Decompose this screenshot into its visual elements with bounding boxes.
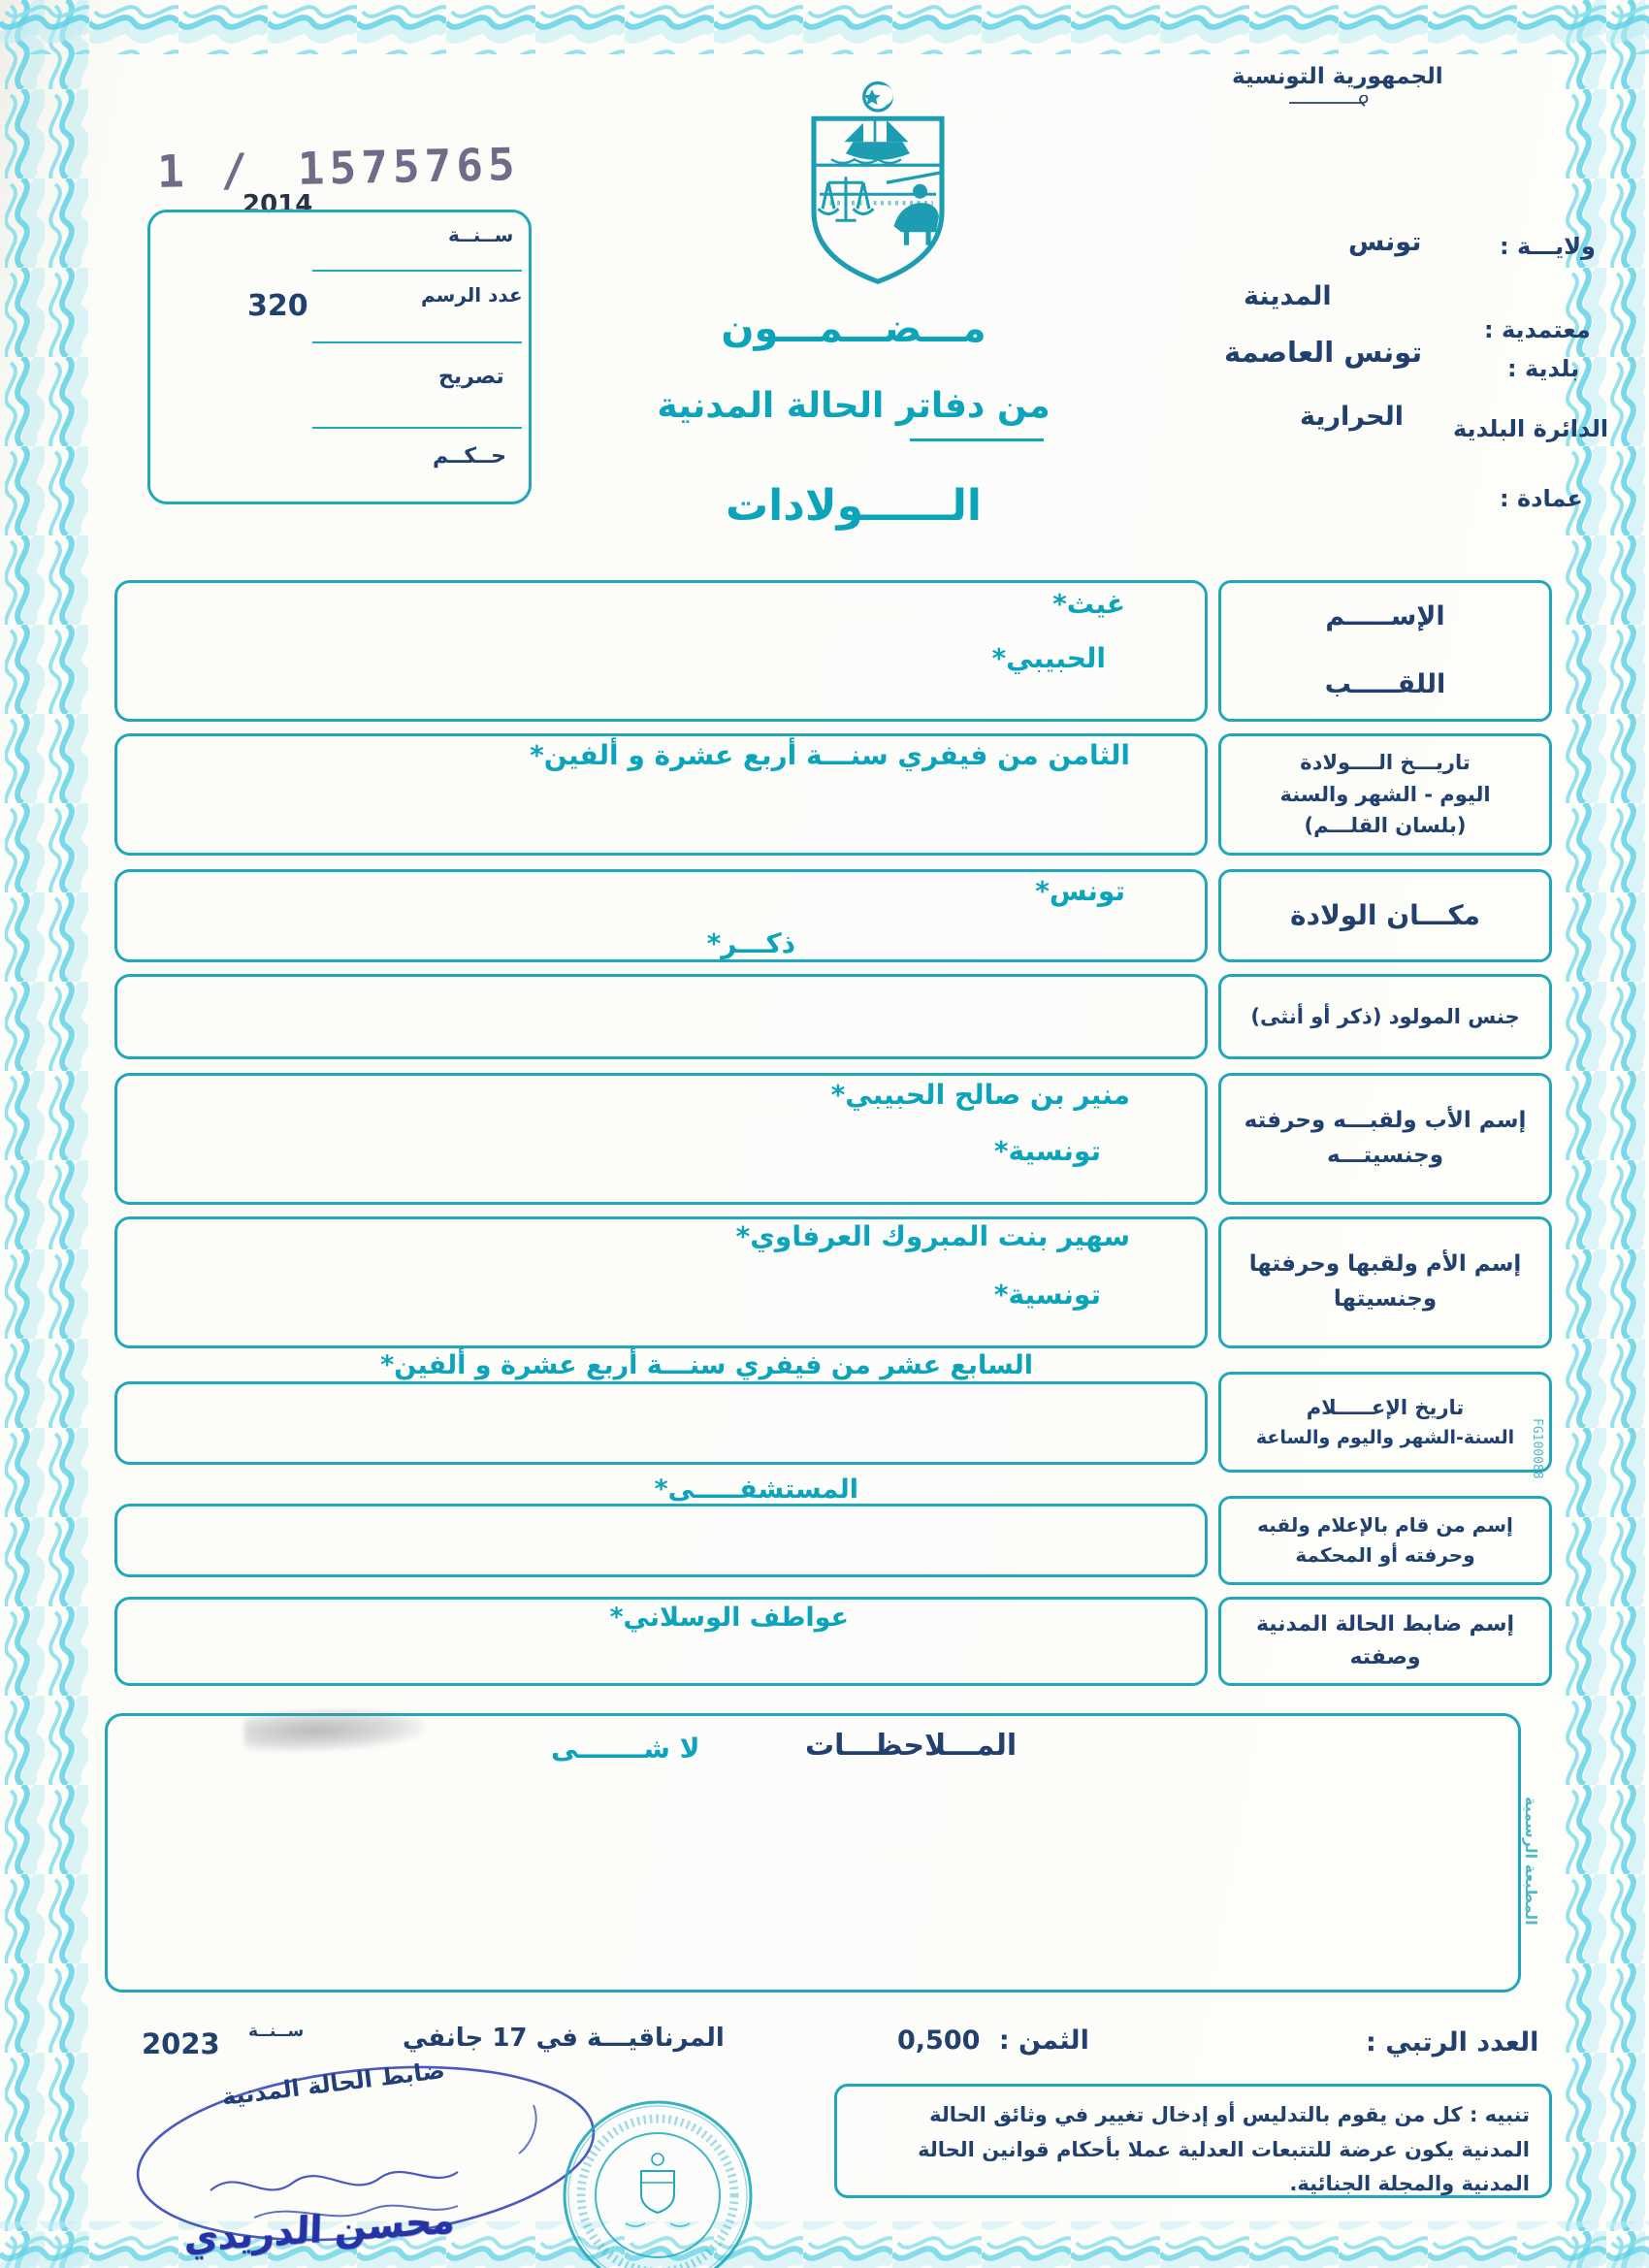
margin-print-code: FG100088 xyxy=(1530,1418,1544,1479)
baladiya-label: بلدية : xyxy=(1507,355,1580,382)
ordinal-number-label: العدد الرتبي : xyxy=(1366,2027,1539,2057)
price-label: الثمن : xyxy=(998,2025,1089,2056)
republic-heading: الجمهورية التونسية xyxy=(1232,64,1443,89)
municipal-district-label: الدائرة البلدية xyxy=(1453,415,1609,442)
mother-name-value: سهير بنت المبروك العرفاوي* xyxy=(735,1220,1130,1252)
sex-label: جنس المولود (ذكر أو أنثى) xyxy=(1250,1004,1520,1028)
birth-date-label-line1: تاريـــخ الــــولادة xyxy=(1300,751,1471,775)
notification-date-label-box xyxy=(1218,1372,1552,1473)
officer-stamp-title: ضابط الحالة المدنية xyxy=(220,2057,447,2111)
name-label-box xyxy=(1218,580,1552,722)
footer-year-label: ســنــة xyxy=(248,2022,305,2041)
serial-number: 1575765 xyxy=(297,138,521,195)
notification-date-label-line1: تاريخ الإعـــــلام xyxy=(1306,1396,1465,1419)
informer-label-line2: وحرفته أو المحكمة xyxy=(1295,1543,1475,1567)
birth-date-label-line3: (بلسان القلـــم) xyxy=(1304,814,1467,838)
wilaya-value: تونس xyxy=(1348,227,1422,257)
notification-date-label-line2: السنة-الشهر واليوم والساعة xyxy=(1255,1426,1515,1448)
registrar-value: عواطف الوسلاني* xyxy=(609,1603,849,1633)
last-name-label: اللقـــــب xyxy=(1324,669,1446,700)
wilaya-label: ولايـــة : xyxy=(1500,233,1596,260)
legal-notice: تنبيه : كل من يقوم بالتدليس أو إدخال تغيير في وثائق الحالة المدنية يكون عرضة للتتبعات العدلية عملا بأحكام قوانين الحالة المدنية والمجلة الجنائية. xyxy=(834,2084,1552,2198)
footer-year-value: 2023 xyxy=(142,2027,220,2060)
officer-signature: محسن الدريدي xyxy=(183,2198,456,2260)
informer-label-line1: إسم من قام بالإعلام ولقبه xyxy=(1257,1513,1513,1537)
mother-nationality-value: تونسية* xyxy=(993,1279,1101,1311)
flourish-line-icon xyxy=(1285,95,1382,111)
father-nationality-value: تونسية* xyxy=(993,1135,1101,1167)
last-name-value: الحبيبي* xyxy=(991,642,1106,674)
father-label-line1: إسم الأب ولقبـــه وحرفته xyxy=(1244,1108,1527,1134)
act-number-value: 320 xyxy=(247,289,308,323)
informer-value: المستشفـــــى* xyxy=(654,1474,858,1505)
registrar-label-line1: إسم ضابط الحالة المدنية xyxy=(1255,1611,1515,1636)
sex-label-box xyxy=(1218,974,1552,1059)
sex-value-box xyxy=(114,974,1208,1059)
ink-smudge xyxy=(243,1706,424,1753)
serial-year: 2014 xyxy=(242,190,313,219)
baladiya-value: تونس العاصمة xyxy=(1224,336,1423,369)
birth-place-label: مكـــان الولادة xyxy=(1290,899,1480,932)
price-value: 0,500 xyxy=(897,2025,981,2056)
registry-year-label: ســنــة xyxy=(448,223,514,246)
mutamadiya-value: المدينة xyxy=(1244,281,1332,311)
notification-date-value: السابع عشر من فيفري سنـــة أربع عشرة و ألفين* xyxy=(380,1350,1033,1380)
mutamadiya-label: معتمدية : xyxy=(1484,316,1591,343)
informer-label-box xyxy=(1218,1496,1552,1585)
birth-date-label-box xyxy=(1218,733,1552,856)
first-name-label: الإســـــم xyxy=(1325,601,1445,632)
mother-label-line1: إسم الأم ولقبها وحرفتها xyxy=(1248,1251,1522,1278)
mother-label-box xyxy=(1218,1216,1552,1348)
first-name-value: غيث* xyxy=(1052,588,1125,620)
informer-value-box xyxy=(114,1504,1208,1577)
coat-of-arms-icon xyxy=(791,78,965,289)
serial-prefix: 1 / xyxy=(156,143,253,198)
father-label-line2: وجنسيتـــه xyxy=(1327,1143,1443,1168)
registrar-label-line2: وصفته xyxy=(1349,1645,1421,1669)
sex-value: ذكـــر* xyxy=(706,927,795,959)
notes-title: المـــلاحظـــات xyxy=(805,1729,1018,1763)
notification-date-value-box xyxy=(114,1381,1208,1465)
mother-label-line2: وجنسيتها xyxy=(1333,1286,1438,1312)
birth-place-label-box xyxy=(1218,869,1552,962)
father-name-value: منير بن صالح الحبيبي* xyxy=(830,1079,1130,1111)
document-title-line3: الــــــولادات xyxy=(725,481,983,531)
registry-box-divider xyxy=(312,427,522,429)
document-title-line1: مـــضـــمـــون xyxy=(721,307,986,351)
official-round-seal-icon xyxy=(558,2095,758,2268)
birth-place-value: تونس* xyxy=(1035,875,1125,907)
declaration-label: تصريح xyxy=(438,365,504,389)
notes-value: لا شـــــــى xyxy=(551,1733,700,1765)
registrar-label-box xyxy=(1218,1597,1552,1686)
municipal-district-value: الحرارية xyxy=(1300,402,1404,432)
judgment-label: حــكــم xyxy=(433,444,506,469)
price-line xyxy=(897,2025,1089,2056)
imada-label: عمادة : xyxy=(1500,485,1583,512)
act-number-label: عدد الرسم xyxy=(421,283,523,307)
registry-box-divider xyxy=(312,270,522,272)
place-and-date: المرناقيـــة في 17 جانفي xyxy=(403,2024,725,2053)
title-underline xyxy=(910,438,1044,441)
father-label-box xyxy=(1218,1073,1552,1205)
birth-date-label-line2: اليوم - الشهر والسنة xyxy=(1279,782,1491,806)
official-press-label: المطبعة الرسمية xyxy=(1522,1797,1540,1926)
document-title-line2: من دفاتر الحالة المدنية xyxy=(657,386,1051,426)
serial-number-stamp xyxy=(156,138,520,198)
registry-box-divider xyxy=(312,341,522,343)
birth-date-value: الثامن من فيفري سنـــة أربع عشرة و ألفين* xyxy=(530,739,1130,771)
